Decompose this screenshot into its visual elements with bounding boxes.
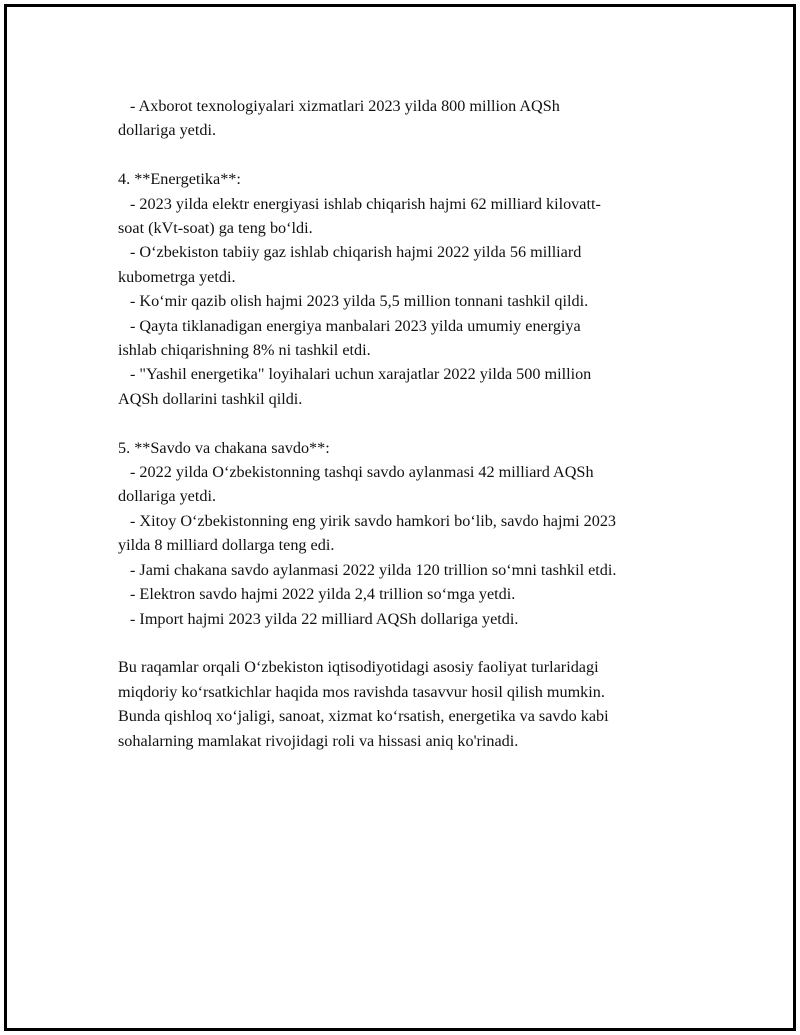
list-item-line: dollariga yetdi.	[118, 487, 216, 506]
list-item-line: - "Yashil energetika" loyihalari uchun xarajatlar 2022 yilda 500 million	[130, 365, 592, 384]
list-item-line: AQSh dollarini tashkil qildi.	[118, 389, 303, 408]
list-item-line: - Jami chakana savdo aylanmasi 2022 yilda 120 trillion so‘mni tashkil etdi.	[130, 560, 617, 579]
list-item-line: - Ko‘mir qazib olish hajmi 2023 yilda 5,5 million tonnani tashkil qildi.	[130, 292, 589, 311]
list-item-line: soat (kVt-soat) ga teng bo‘ldi.	[118, 219, 313, 238]
list-item-line: - O‘zbekiston tabiiy gaz ishlab chiqarish hajmi 2022 yilda 56 milliard	[130, 243, 582, 262]
list-item-line: - 2022 yilda O‘zbekistonning tashqi savdo aylanmasi 42 milliard AQSh	[130, 463, 594, 482]
list-item-line: - 2023 yilda elektr energiyasi ishlab chiqarish hajmi 62 milliard kilovatt-	[130, 194, 601, 213]
section-heading: 5. **Savdo va chakana savdo**:	[118, 438, 330, 457]
list-item-line: kubometrga yetdi.	[118, 267, 236, 286]
list-item-line: ishlab chiqarishning 8% ni tashkil etdi.	[118, 341, 371, 360]
text-line: sohalarning mamlakat rivojidagi roli va hissasi aniq ko'rinadi.	[118, 731, 519, 750]
conclusion-paragraph	[118, 655, 698, 753]
trade-section	[118, 436, 698, 631]
list-item-line: - Xitoy O‘zbekistonning eng yirik savdo hamkori bo‘lib, savdo hajmi 2023	[130, 511, 617, 530]
intro-item	[118, 94, 698, 143]
energy-section	[118, 167, 698, 411]
list-item-line: - Qayta tiklanadigan energiya manbalari 2023 yilda umumiy energiya	[130, 316, 581, 335]
list-item-line: yilda 8 milliard dollarga teng edi.	[118, 536, 335, 555]
document-body	[118, 94, 698, 753]
text-line: Bunda qishloq xo‘jaligi, sanoat, xizmat ko‘rsatish, energetika va savdo kabi	[118, 707, 609, 726]
text-line: dollariga yetdi.	[118, 121, 216, 140]
list-item-line: - Elektron savdo hajmi 2022 yilda 2,4 trillion so‘mga yetdi.	[130, 585, 516, 604]
list-item-line: - Import hajmi 2023 yilda 22 milliard AQSh dollariga yetdi.	[130, 609, 519, 628]
text-line: - Axborot texnologiyalari xizmatlari 2023 yilda 800 million AQSh	[130, 97, 560, 115]
section-heading: 4. **Energetika**:	[118, 170, 241, 189]
text-line: Bu raqamlar orqali O‘zbekiston iqtisodiyotidagi asosiy faoliyat turlaridagi	[118, 658, 599, 677]
text-line: miqdoriy ko‘rsatkichlar haqida mos ravishda tasavvur hosil qilish mumkin.	[118, 682, 605, 701]
